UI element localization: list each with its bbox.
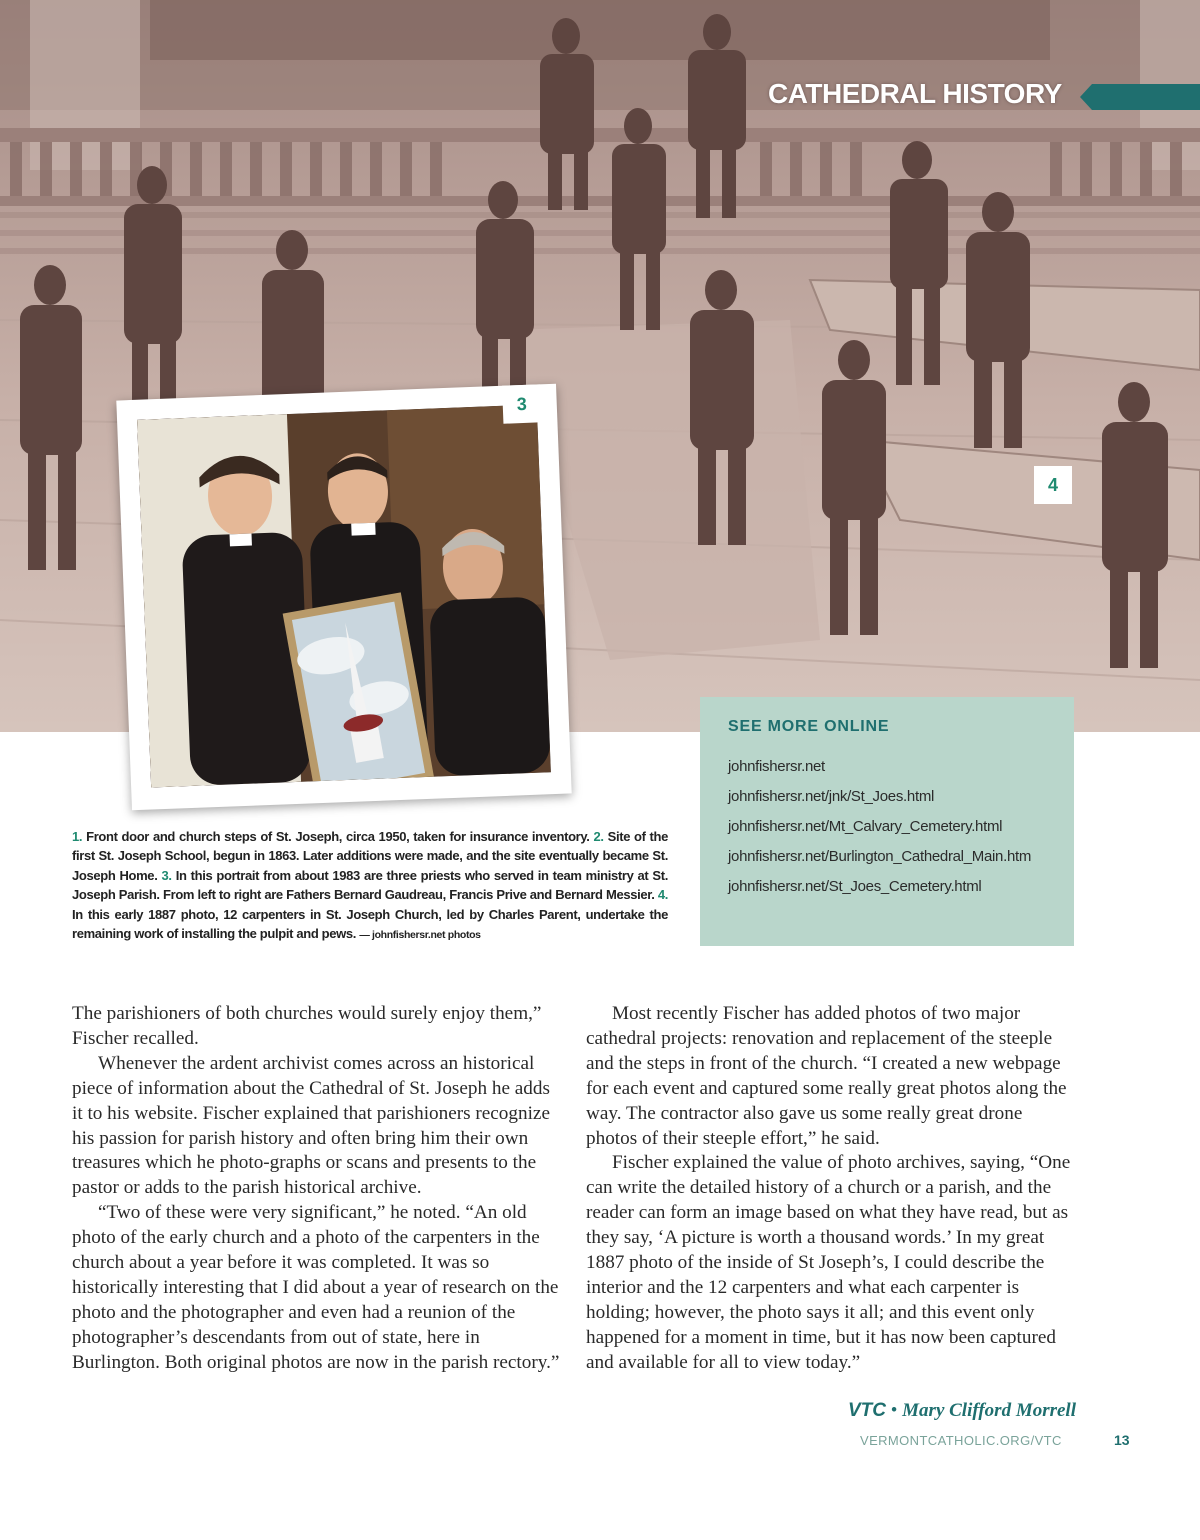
- byline-separator: •: [886, 1400, 903, 1421]
- caption-number-2: 2.: [593, 829, 604, 844]
- link-list: [728, 757, 1031, 907]
- page-number: 13: [1114, 1432, 1130, 1448]
- photo-credit: — johnfishersr.net photos: [359, 929, 481, 942]
- article-paragraph: Most recently Fischer has added photos of two major cathedral projects: renovation and replacement of the steeple and the steps in front of the church. “I created a new webpage for each event and captured some really great photos along the way. The contractor also gave us some really great drone photos of their steeple effort,” he said.: [586, 1003, 1067, 1149]
- photo-caption: [72, 827, 668, 945]
- caption-text-2: Site of the first St. Joseph School, begun in 1863. Later additions were made, and the site eventually became St. Joseph Home.: [72, 829, 669, 883]
- link-item[interactable]: johnfishersr.net/Mt_Calvary_Cemetery.html: [728, 818, 1003, 835]
- photo-number-badge-3: 3: [502, 384, 541, 423]
- section-title: CATHEDRAL HISTORY: [768, 78, 1062, 109]
- publication-mark: VTC: [848, 1400, 886, 1421]
- section-banner: [754, 74, 1200, 120]
- link-item[interactable]: johnfishersr.net: [728, 758, 825, 775]
- link-item[interactable]: johnfishersr.net/St_Joes_Cemetery.html: [728, 878, 982, 895]
- footer-url[interactable]: VERMONTCATHOLIC.ORG/VTC: [860, 1433, 1062, 1448]
- article-paragraph: The parishioners of both churches would surely enjoy them,” Fischer recalled.: [72, 1003, 542, 1049]
- caption-text-3: In this portrait from about 1983 are three priests who served in team ministry at St. Joseph Parish. From left to right are Fathers Bernard Gaudreau, Francis Prive and Bernard Messier.: [72, 867, 668, 903]
- article-paragraph: “Two of these were very significant,” he noted. “An old photo of the early church and a photo of the carpenters in the church about a year before it was completed. It was so historically interesting that I did about a year of research on the photo and the photographer and even had a reunion of the photographer’s descendants from out of state, here in Burlington. Both original photos are now in the parish rectory.”: [72, 1202, 560, 1373]
- caption-number-4: 4.: [657, 887, 668, 903]
- article-column-right: [586, 1002, 1078, 1376]
- link-item[interactable]: johnfishersr.net/jnk/St_Joes.html: [728, 788, 935, 805]
- link-item[interactable]: johnfishersr.net/Burlington_Cathedral_Main.htm: [728, 848, 1032, 865]
- author-name: Mary Clifford Morrell: [902, 1400, 1076, 1421]
- see-more-title: SEE MORE ONLINE: [728, 718, 890, 735]
- article-column-left: [72, 1002, 564, 1376]
- see-more-online-box: [700, 697, 1074, 946]
- byline: [820, 1400, 1076, 1422]
- photo-number-badge-4: 4: [1034, 466, 1072, 504]
- section-tab-marker: [1080, 84, 1200, 110]
- caption-number-1: 1.: [72, 829, 83, 844]
- caption-text-4: In this early 1887 photo, 12 carpenters in St. Joseph Church, led by Charles Parent, undertake the remaining work of installing the pulpit and pews.: [72, 906, 668, 942]
- priests-portrait-photo: [116, 384, 571, 811]
- caption-text-1: Front door and church steps of St. Joseph, circa 1950, taken for insurance inventory.: [82, 829, 594, 844]
- priests-portrait-image: [137, 404, 551, 787]
- article-paragraph: Fischer explained the value of photo archives, saying, “One can write the detailed history of a church or a parish, and the reader can form an image based on what they have read, but as they say, ‘A picture is worth a thousand words.’ In my great 1887 photo of the inside of St Joseph’s, I could describe the interior and the 12 carpenters and what each carpenter is holding; however, the photo says it all; and this event only happened for a moment in time, but it has now been captured and available for all to view today.”: [586, 1152, 1071, 1373]
- article-paragraph: Whenever the ardent archivist comes across an historical piece of information about the Cathedral of St. Joseph he adds it to his website. Fischer explained that parishioners recognize his passion for parish history and often bring him their own treasures which he photo-graphs or scans and presents to the pastor or adds to the parish historical archive.: [72, 1052, 550, 1199]
- caption-number-3: 3.: [161, 867, 172, 883]
